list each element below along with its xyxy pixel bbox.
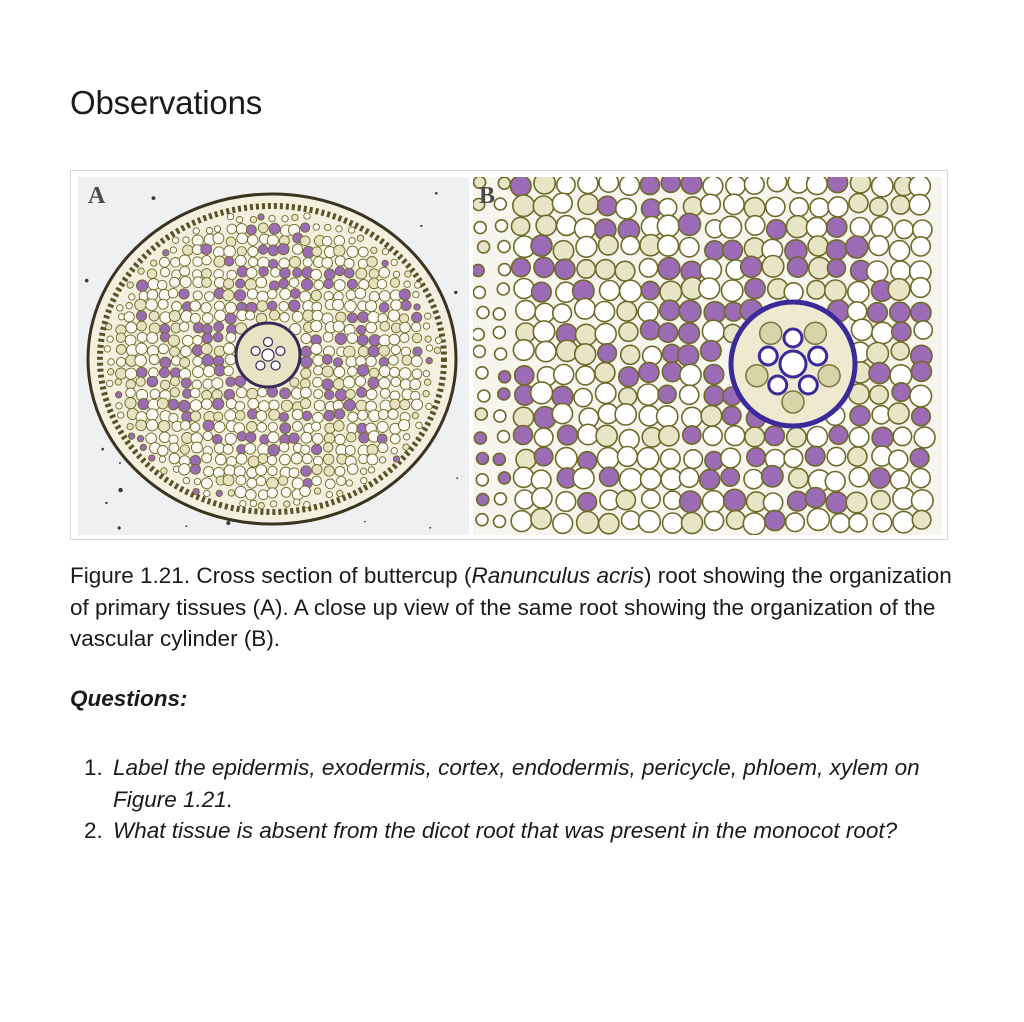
figure-1-21 xyxy=(70,170,948,540)
caption-suffix: ) root showing the organization of primary tissues (A). A close up view of the same root showing the organization of the vascular cylinder (B). xyxy=(70,563,952,651)
question-item-1 xyxy=(70,752,950,815)
questions-heading: Questions: xyxy=(70,686,188,711)
question-text: What tissue is absent from the dicot root that was present in the monocot root? xyxy=(113,818,898,843)
figure-panel-b xyxy=(473,177,942,535)
question-number: 2. xyxy=(84,818,103,843)
question-item-2 xyxy=(70,815,950,847)
page-title: Observations xyxy=(70,84,263,121)
vascular-cylinder-closeup-image xyxy=(473,177,942,535)
root-cross-section-image xyxy=(78,177,469,535)
panel-label-b: B xyxy=(479,183,496,209)
figure-caption xyxy=(70,560,960,655)
panel-label-a: A xyxy=(88,183,106,209)
question-number: 1. xyxy=(84,755,103,780)
caption-species: Ranunculus acris xyxy=(471,563,645,588)
figure-panel-a xyxy=(78,177,469,535)
caption-prefix: Figure 1.21. Cross section of buttercup ( xyxy=(70,563,472,588)
question-text: Label the epidermis, exodermis, cortex, endodermis, pericycle, phloem, xylem on Figure 1.21. xyxy=(113,755,920,812)
question-list xyxy=(70,752,950,847)
